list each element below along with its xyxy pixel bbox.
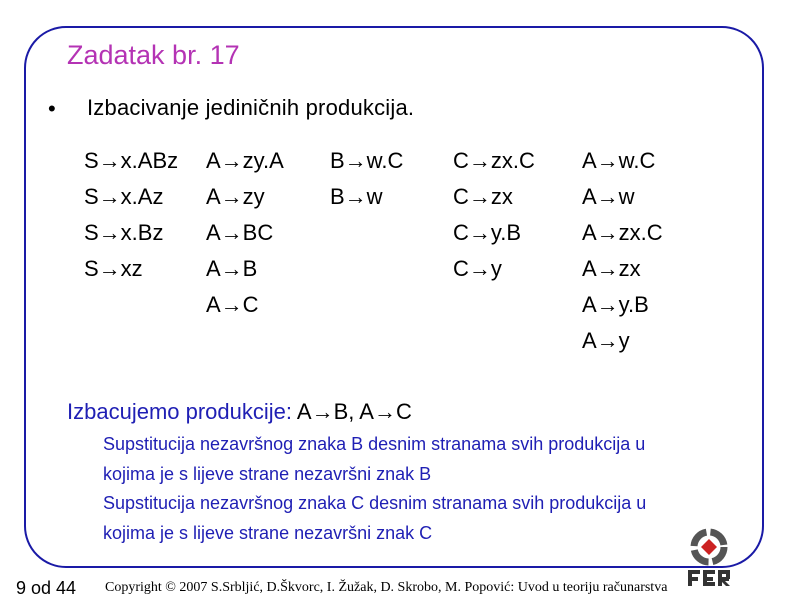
production-item: A→C bbox=[206, 292, 259, 317]
production-item: A→zy.A bbox=[206, 148, 284, 173]
production-item: S→x.Az bbox=[84, 184, 164, 209]
bullet-marker: • bbox=[48, 96, 56, 121]
bullet-text: Izbacivanje jediničnih produkcija. bbox=[87, 95, 415, 120]
subheading bbox=[67, 399, 412, 425]
production-item: S→x.Bz bbox=[84, 220, 164, 245]
production-column-b bbox=[330, 143, 403, 215]
production-item: B→w bbox=[330, 184, 383, 209]
slide-title: Zadatak br. 17 bbox=[67, 40, 240, 70]
note-line: kojima je s lijeve strane nezavršni znak B bbox=[103, 463, 432, 484]
production-item: A→y bbox=[582, 328, 630, 353]
copyright-text: Copyright © 2007 S.Srbljić, D.Škvorc, I. Žužak, D. Skrobo, M. Popović: Uvod u teoriju računarstva bbox=[105, 580, 668, 595]
page-number: 9 od 44 bbox=[16, 578, 77, 598]
production-item: A→B bbox=[206, 256, 258, 281]
production-item: A→w bbox=[582, 184, 635, 209]
production-item: A→zy bbox=[206, 184, 265, 209]
fer-logo-icon bbox=[684, 526, 734, 592]
production-item: S→xz bbox=[84, 256, 143, 281]
note-line: Supstitucija nezavršnog znaka B desnim stranama svih produkcija u bbox=[103, 434, 646, 454]
subheading-label: Izbacujemo produkcije: bbox=[67, 399, 293, 424]
production-column-c bbox=[453, 143, 535, 287]
production-item: A→w.C bbox=[582, 148, 656, 173]
note-line: kojima je s lijeve strane nezavršni znak C bbox=[103, 522, 433, 543]
production-item: C→zx.C bbox=[453, 148, 535, 173]
note-line: Supstitucija nezavršnog znaka C desnim stranama svih produkcija u bbox=[103, 493, 647, 513]
production-item: C→y bbox=[453, 256, 502, 281]
production-item: B→w.C bbox=[330, 148, 404, 173]
production-column-s bbox=[84, 143, 178, 287]
subheading-value: A→B, A→C bbox=[292, 399, 412, 424]
production-item: C→y.B bbox=[453, 220, 522, 245]
production-item: A→y.B bbox=[582, 292, 649, 317]
production-item: A→BC bbox=[206, 220, 274, 245]
production-column-a2 bbox=[582, 143, 663, 359]
production-item: C→zx bbox=[453, 184, 513, 209]
production-item: A→zx bbox=[582, 256, 641, 281]
notes-block bbox=[103, 430, 723, 548]
production-item: S→x.ABz bbox=[84, 148, 179, 173]
production-column-a1 bbox=[206, 143, 284, 323]
production-item: A→zx.C bbox=[582, 220, 663, 245]
